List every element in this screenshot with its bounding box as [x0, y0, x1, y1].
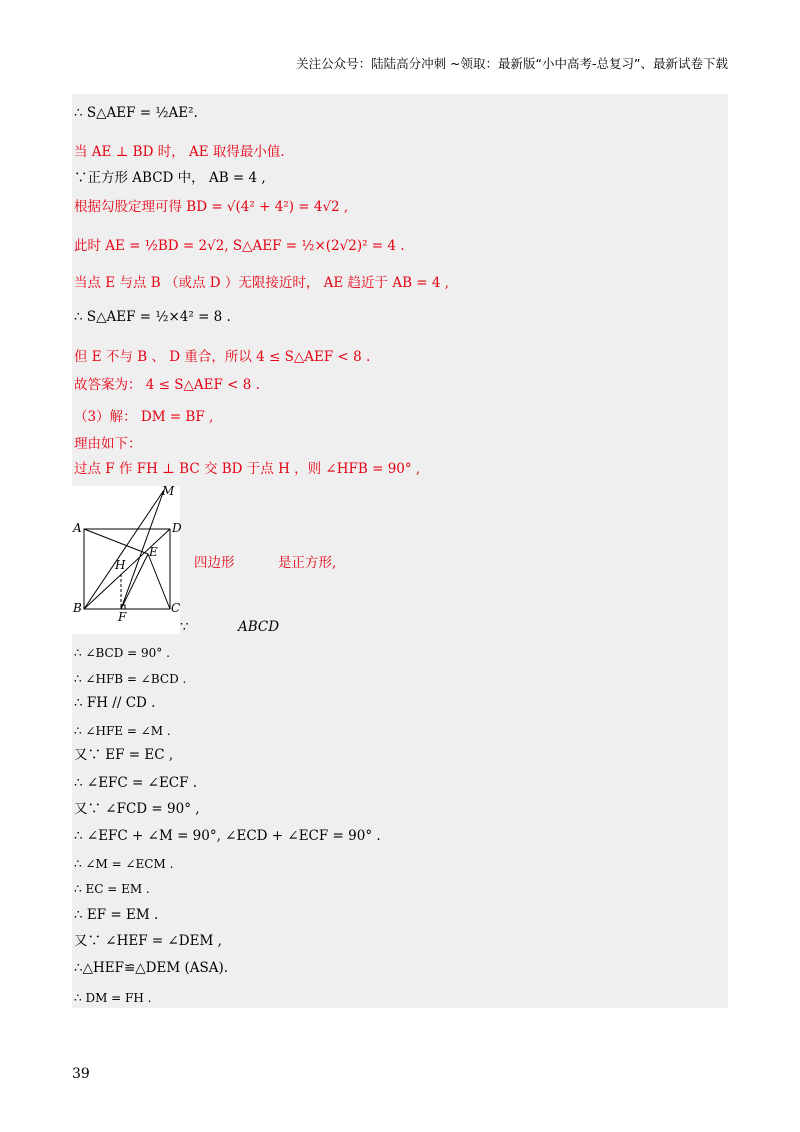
- solution-line-28: ∴ DM = FH .: [74, 991, 152, 1005]
- solution-line-12: 过点 F 作 FH ⊥ BC 交 BD 于点 H ，则 ∠HFB = 90° ,: [74, 461, 421, 477]
- solution-line-14a: ∵: [180, 619, 189, 635]
- solution-line-3: ∵正方形 ABCD 中， AB = 4 ,: [74, 170, 266, 186]
- solution-line-9: 故答案为： 4 ≤ S△AEF < 8 .: [74, 377, 260, 393]
- label-F: F: [118, 610, 127, 624]
- solution-line-4: 根据勾股定理可得 BD = √(4² + 4²) = 4√2 ,: [74, 199, 349, 215]
- solution-line-2: 当 AE ⊥ BD 时， AE 取得最小值.: [74, 144, 285, 160]
- solution-line-21: 又∵ ∠FCD = 90° ,: [74, 801, 200, 817]
- solution-line-6: 当点 E 与点 B （或点 D ）无限接近时， AE 趋近于 AB = 4 ,: [74, 275, 450, 291]
- solution-line-19: 又∵ EF = EC ,: [74, 747, 174, 763]
- solution-line-26: 又∵ ∠HEF = ∠DEM ,: [74, 933, 222, 949]
- solution-line-25: ∴ EF = EM .: [74, 907, 159, 923]
- solution-line-20: ∴ ∠EFC = ∠ECF .: [74, 775, 198, 791]
- solution-line-16: ∴ ∠HFB = ∠BCD .: [74, 672, 187, 686]
- solution-line-1: ∴ S△AEF = ½AE².: [74, 105, 198, 121]
- label-A: A: [73, 521, 82, 535]
- label-C: C: [171, 601, 181, 615]
- solution-line-7: ∴ S△AEF = ½×4² = 8 .: [74, 309, 231, 325]
- solution-line-13a: 四边形: [194, 555, 235, 571]
- solution-line-22: ∴ ∠EFC + ∠M = 90°, ∠ECD + ∠ECF = 90° .: [74, 828, 381, 844]
- label-E: E: [149, 545, 158, 559]
- label-M: M: [162, 484, 175, 498]
- solution-line-15: ∴ ∠BCD = 90° .: [74, 646, 170, 660]
- label-H: H: [115, 558, 126, 572]
- page-header: 关注公众号：陆陆高分冲刺 ~领取：最新版“小中高考-总复习”、最新试卷下载: [296, 56, 728, 71]
- solution-line-11: 理由如下：: [74, 436, 142, 452]
- solution-line-5: 此时 AE = ½BD = 2√2, S△AEF = ½×(2√2)² = 4 .: [74, 238, 405, 254]
- solution-line-24: ∴ EC = EM .: [74, 882, 150, 896]
- solution-line-23: ∴ ∠M = ∠ECM .: [74, 857, 174, 871]
- solution-panel: [72, 94, 728, 1008]
- page-number: 39: [72, 1066, 90, 1082]
- geometry-figure: [72, 486, 180, 634]
- label-D: D: [172, 521, 182, 535]
- solution-line-17: ∴ FH // CD .: [74, 695, 156, 711]
- solution-line-8: 但 E 不与 B 、 D 重合，所以 4 ≤ S△AEF < 8 .: [74, 349, 371, 365]
- solution-line-18: ∴ ∠HFE = ∠M .: [74, 724, 171, 738]
- solution-line-14b: ABCD: [238, 619, 280, 635]
- solution-line-13b: 是正方形,: [278, 555, 337, 571]
- solution-line-10: （3）解： DM = BF ,: [74, 409, 214, 425]
- solution-line-27: ∴△HEF≌△DEM (ASA).: [74, 960, 229, 976]
- label-B: B: [73, 601, 82, 615]
